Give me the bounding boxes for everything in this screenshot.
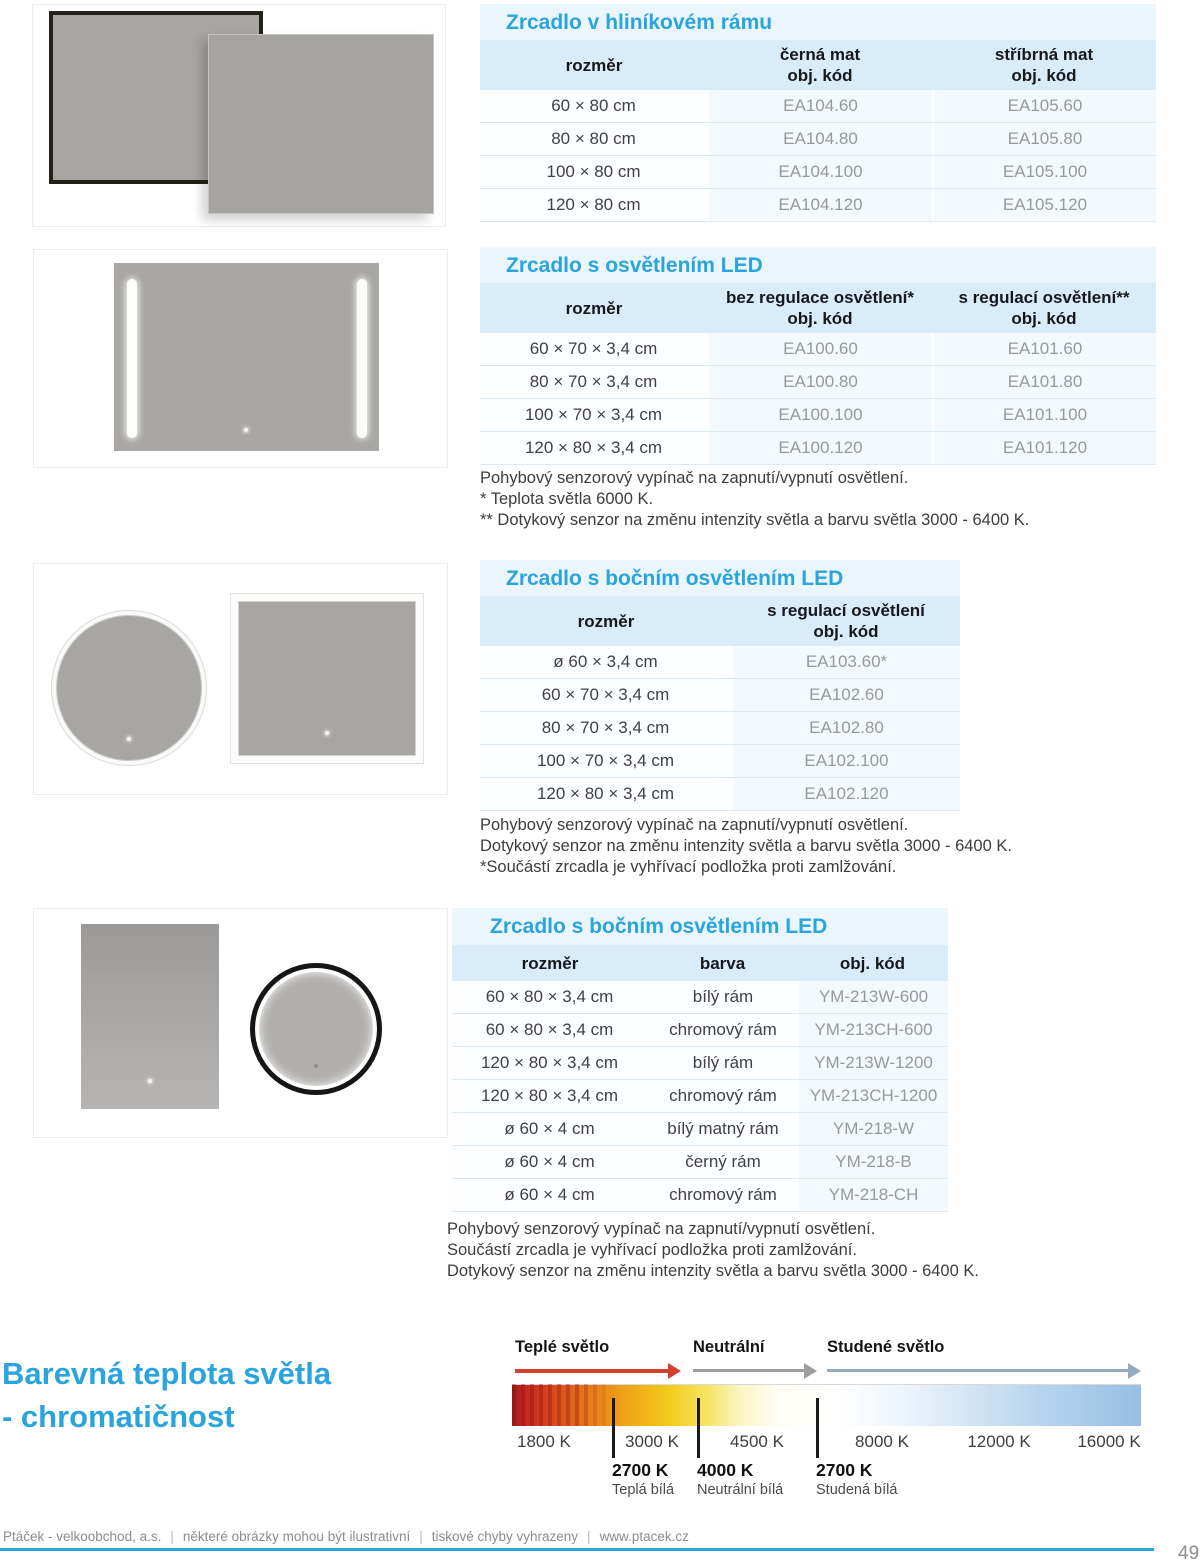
marker-name: Teplá bílá xyxy=(612,1482,675,1498)
black-round-mirror-image xyxy=(250,963,382,1095)
size-cell: ø 60 × 4 cm xyxy=(452,1179,647,1211)
table-aluminum-frame xyxy=(480,4,1156,222)
table-notes xyxy=(447,1219,979,1282)
table-header-row xyxy=(452,945,948,981)
header-with-regulation: s regulací osvětlení obj. kód xyxy=(767,601,925,641)
code-cell: EA105.120 xyxy=(934,189,1156,221)
table-header-row xyxy=(480,40,1156,90)
header-size: rozměr xyxy=(565,55,623,75)
footer-url-link[interactable]: www.ptacek.cz xyxy=(599,1529,689,1544)
code-cell: EA101.120 xyxy=(934,432,1156,464)
product-image-framed-mirrors xyxy=(33,908,448,1138)
footer xyxy=(3,1529,689,1544)
footer-note1: některé obrázky mohou být ilustrativní xyxy=(182,1529,411,1544)
footer-separator: | xyxy=(419,1529,423,1544)
table-row xyxy=(480,778,960,811)
note-line: Dotykový senzor na změnu intenzity světla a barvu světla 3000 - 6400 K. xyxy=(480,837,1012,855)
code-cell: EA104.60 xyxy=(709,90,932,122)
led-strip-left xyxy=(127,279,137,438)
size-cell: 120 × 80 × 3,4 cm xyxy=(480,778,731,810)
table-row xyxy=(452,1014,948,1047)
table-row xyxy=(452,1146,948,1179)
page-number: 49 xyxy=(1178,1543,1200,1563)
table-title: Zrcadlo s bočním osvětlením LED xyxy=(452,908,948,945)
table-notes xyxy=(480,468,1029,531)
header-size: rozměr xyxy=(565,298,623,318)
code-cell: EA101.80 xyxy=(934,366,1156,398)
color-cell: chromový rám xyxy=(649,1014,797,1046)
note-line: ** Dotykový senzor na změnu intenzity světla a barvu světla 3000 - 6400 K. xyxy=(480,511,1030,529)
note-line: Pohybový senzorový vypínač na zapnutí/vypnutí osvětlení. xyxy=(447,1220,876,1238)
footer-separator: | xyxy=(170,1529,174,1544)
footer-divider-line xyxy=(0,1548,1154,1551)
color-cell: chromový rám xyxy=(649,1080,797,1112)
section-title xyxy=(2,1352,331,1438)
code-cell: EA100.60 xyxy=(709,333,932,365)
marker-temp: 2700 K xyxy=(816,1460,873,1480)
scale-label: 8000 K xyxy=(855,1432,909,1451)
code-cell: YM-213W-1200 xyxy=(799,1047,948,1079)
tick-2700k xyxy=(612,1398,615,1458)
rect-lit-mirror-image xyxy=(231,594,423,763)
note-line: *Součástí zrcadla je vyhřívací podložka proti zamlžování. xyxy=(480,858,897,876)
code-cell: EA104.120 xyxy=(709,189,932,221)
code-cell: YM-213CH-600 xyxy=(799,1014,948,1046)
tick-cold-white xyxy=(816,1398,819,1458)
code-cell: EA102.120 xyxy=(733,778,960,810)
warm-arrow-icon xyxy=(515,1369,668,1373)
code-cell: EA104.100 xyxy=(709,156,932,188)
table-row xyxy=(480,366,1156,399)
size-cell: ø 60 × 4 cm xyxy=(452,1113,647,1145)
color-cell: bílý rám xyxy=(649,1047,797,1079)
size-cell: ø 60 × 3,4 cm xyxy=(480,646,731,678)
header-with-regulation: s regulací osvětlení** obj. kód xyxy=(958,288,1130,328)
code-cell: EA100.120 xyxy=(709,432,932,464)
product-image-side-lit-mirrors xyxy=(33,563,448,795)
table-row xyxy=(480,189,1156,222)
table-notes xyxy=(480,815,1012,878)
gradient-bar-stripes xyxy=(512,1384,612,1426)
table-row xyxy=(452,981,948,1014)
silver-frame-mirror-image xyxy=(208,34,434,214)
code-cell: EA104.80 xyxy=(709,123,932,155)
size-cell: ø 60 × 4 cm xyxy=(452,1146,647,1178)
header-size: rozměr xyxy=(521,953,579,973)
header-silver-mat: stříbrná mat obj. kód xyxy=(994,45,1094,85)
section-title-line1: Barevná teplota světla xyxy=(2,1356,332,1391)
cold-arrow-icon xyxy=(827,1369,1128,1372)
scale-label: 1800 K xyxy=(517,1432,571,1451)
table-row xyxy=(480,712,960,745)
round-lit-mirror-image xyxy=(52,611,206,765)
table-header-row xyxy=(480,283,1156,333)
table-led-mirror xyxy=(480,247,1156,465)
warm-light-label: Teplé světlo xyxy=(515,1338,610,1356)
table-row xyxy=(480,745,960,778)
touch-sensor-dot xyxy=(127,737,131,741)
note-line: Pohybový senzorový vypínač na zapnutí/vypnutí osvětlení. xyxy=(480,816,909,834)
code-cell: EA105.60 xyxy=(934,90,1156,122)
code-cell: EA100.100 xyxy=(709,399,932,431)
code-cell: YM-218-B xyxy=(799,1146,948,1178)
size-cell: 120 × 80 × 3,4 cm xyxy=(480,432,707,464)
footer-company: Ptáček - velkoobchod, a.s. xyxy=(3,1529,162,1544)
size-cell: 60 × 80 × 3,4 cm xyxy=(452,1014,647,1046)
table-row xyxy=(452,1080,948,1113)
size-cell: 120 × 80 cm xyxy=(480,189,707,221)
header-black-mat: černá mat obj. kód xyxy=(779,45,861,85)
table-row xyxy=(480,646,960,679)
color-cell: bílý matný rám xyxy=(649,1113,797,1145)
neutral-arrow-icon xyxy=(693,1369,804,1372)
size-cell: 80 × 70 × 3,4 cm xyxy=(480,366,707,398)
marker-name: Studená bílá xyxy=(816,1482,898,1498)
table-row xyxy=(480,333,1156,366)
code-cell: EA105.100 xyxy=(934,156,1156,188)
code-cell: EA102.80 xyxy=(733,712,960,744)
size-cell: 80 × 70 × 3,4 cm xyxy=(480,712,731,744)
header-color: barva xyxy=(699,953,746,973)
table-row xyxy=(452,1047,948,1080)
table-row xyxy=(480,432,1156,465)
code-cell: YM-218-W xyxy=(799,1113,948,1145)
footer-separator: | xyxy=(587,1529,591,1544)
code-cell: EA102.100 xyxy=(733,745,960,777)
touch-sensor-dot xyxy=(325,731,329,735)
size-cell: 80 × 80 cm xyxy=(480,123,707,155)
size-cell: 120 × 80 × 3,4 cm xyxy=(452,1047,647,1079)
scale-label: 16000 K xyxy=(1077,1432,1141,1451)
touch-sensor-dot xyxy=(314,1064,318,1068)
size-cell: 60 × 70 × 3,4 cm xyxy=(480,333,707,365)
color-cell: chromový rám xyxy=(649,1179,797,1211)
size-cell: 60 × 70 × 3,4 cm xyxy=(480,679,731,711)
table-row xyxy=(480,156,1156,189)
code-cell: EA101.60 xyxy=(934,333,1156,365)
footer-note2: tiskové chyby vyhrazeny xyxy=(431,1529,579,1544)
note-line: Součástí zrcadla je vyhřívací podložka proti zamlžování. xyxy=(447,1241,857,1259)
product-image-led-mirror xyxy=(33,249,448,468)
product-image-aluminum-mirrors xyxy=(32,4,446,227)
scale-label: 12000 K xyxy=(967,1432,1031,1451)
size-cell: 100 × 70 × 3,4 cm xyxy=(480,745,731,777)
table-side-lit-mirror xyxy=(480,560,960,811)
tick-4000k xyxy=(697,1398,700,1458)
cold-light-label: Studené světlo xyxy=(827,1338,945,1356)
code-cell: EA105.80 xyxy=(934,123,1156,155)
note-line: * Teplota světla 6000 K. xyxy=(480,490,654,508)
note-line: Dotykový senzor na změnu intenzity světla a barvu světla 3000 - 6400 K. xyxy=(447,1262,979,1280)
table-row xyxy=(480,679,960,712)
frameless-mirror-image xyxy=(81,924,219,1109)
led-strip-right xyxy=(357,279,367,438)
neutral-light-label: Neutrální xyxy=(693,1338,765,1356)
code-cell: EA100.80 xyxy=(709,366,932,398)
table-title: Zrcadlo s bočním osvětlením LED xyxy=(480,560,960,596)
table-side-lit-mirror-framed xyxy=(452,908,948,1212)
table-title: Zrcadlo v hliníkovém rámu xyxy=(480,4,1156,40)
table-row xyxy=(480,399,1156,432)
table-row xyxy=(480,90,1156,123)
table-row xyxy=(452,1113,948,1146)
table-row xyxy=(480,123,1156,156)
marker-name: Neutrální bílá xyxy=(697,1482,784,1498)
code-cell: YM-218-CH xyxy=(799,1179,948,1211)
table-header-row xyxy=(480,596,960,646)
code-cell: EA102.60 xyxy=(733,679,960,711)
scale-label: 3000 K xyxy=(625,1432,679,1451)
marker-temp: 2700 K xyxy=(612,1460,669,1480)
code-cell: YM-213CH-1200 xyxy=(799,1080,948,1112)
size-cell: 60 × 80 × 3,4 cm xyxy=(452,981,647,1013)
code-cell: EA103.60* xyxy=(733,646,960,678)
header-code: obj. kód xyxy=(839,953,906,973)
code-cell: EA101.100 xyxy=(934,399,1156,431)
size-cell: 100 × 80 cm xyxy=(480,156,707,188)
code-cell: YM-213W-600 xyxy=(799,981,948,1013)
marker-temp: 4000 K xyxy=(697,1460,754,1480)
scale-label: 4500 K xyxy=(730,1432,784,1451)
note-line: Pohybový senzorový vypínač na zapnutí/vypnutí osvětlení. xyxy=(480,469,909,487)
size-cell: 100 × 70 × 3,4 cm xyxy=(480,399,707,431)
table-row xyxy=(452,1179,948,1212)
size-cell: 60 × 80 cm xyxy=(480,90,707,122)
color-cell: bílý rám xyxy=(649,981,797,1013)
section-title-line2: - chromatičnost xyxy=(2,1399,235,1434)
header-size: rozměr xyxy=(577,611,635,631)
color-cell: černý rám xyxy=(649,1146,797,1178)
size-cell: 120 × 80 × 3,4 cm xyxy=(452,1080,647,1112)
header-no-regulation: bez regulace osvětlení* obj. kód xyxy=(725,288,915,328)
touch-sensor-dot xyxy=(244,428,248,432)
table-title: Zrcadlo s osvětlením LED xyxy=(480,247,1156,283)
touch-sensor-dot xyxy=(148,1079,152,1083)
led-mirror-image xyxy=(114,263,379,451)
